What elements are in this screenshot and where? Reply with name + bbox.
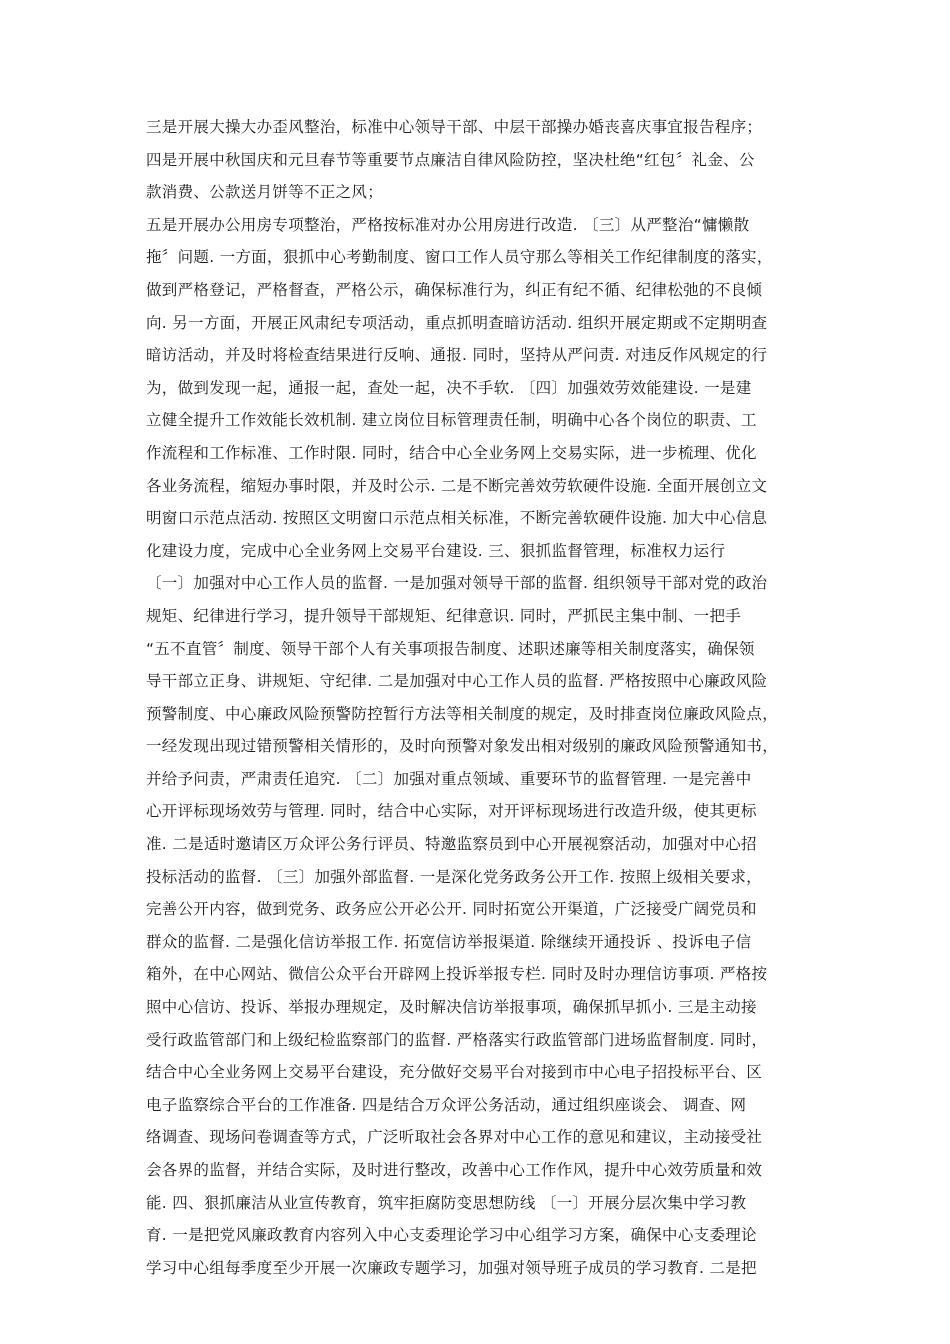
text-line: 各业务流程，缩短办事时限，并及时公示. 二是不断完善效劳软硬件设施. 全面开展创立文 xyxy=(146,476,768,495)
text-line: 导干部立正身、讲规矩、守纪律. 二是加强对中心工作人员的监督. 严格按照中心廉政风险 xyxy=(146,672,768,691)
text-line: 明窗口示范点活动. 按照区文明窗口示范点相关标准，不断完善软硬件设施. 加大中心信息 xyxy=(146,509,768,528)
text-line: 电子监察综合平台的工作准备. 四是结合万众评公务活动，通过组织座谈会、 调查、网 xyxy=(146,1095,747,1114)
text-line: 三是开展大操大办歪风整治，标准中心领导干部、中层干部操办婚丧喜庆事宜报告程序； xyxy=(146,118,763,136)
text-line: 为，做到发现一起，通报一起，查处一起，决不手软. 〔四〕加强效劳效能建设. 一是建 xyxy=(146,378,752,397)
text-line: 做到严格登记，严格督查，严格公示，确保标准行为，纠正有纪不循、纪律松弛的不良倾 xyxy=(146,280,763,299)
text-line: 育. 一是把党风廉政教育内容列入中心支委理论学习中心组学习方案，确保中心支委理论 xyxy=(146,1226,757,1245)
text-line: 投标活动的监督. 〔三〕加强外部监督. 一是深化党务政务公开工作. 按照上级相关要求， xyxy=(146,867,762,886)
text-line: 四是开展中秋国庆和元旦春节等重要节点廉洁自律风险防控，坚决杜绝“红包〞礼金、公 xyxy=(146,150,755,169)
text-line: 〔一〕加强对中心工作人员的监督. 一是加强对领导干部的监督. 组织领导干部对党的政治 xyxy=(146,574,768,593)
text-line: 群众的监督. 二是强化信访举报工作. 拓宽信访举报渠道. 除继续开通投诉 、投诉电子信 xyxy=(146,932,752,951)
document-body xyxy=(146,111,816,1284)
text-line: 五是开展办公用房专项整治，严格按标准对办公用房进行改造. 〔三〕从严整治“慵懒散 xyxy=(146,215,750,234)
text-line: 立健全提升工作效能长效机制. 建立岗位目标管理责任制，明确中心各个岗位的职责、工 xyxy=(146,411,757,430)
text-line: 能. 四、狠抓廉洁从业宣传教育，筑牢拒腐防变思想防线 〔一〕开展分层次集中学习教 xyxy=(146,1193,747,1212)
text-line: 规矩、纪律进行学习，提升领导干部规矩、纪律意识. 同时，严抓民主集中制、一把手 xyxy=(146,606,742,625)
text-line: 准. 二是适时邀请区万众评公务行评员、特邀监察员到中心开展视察活动，加强对中心招 xyxy=(146,835,757,854)
text-line: 拖〞问题. 一方面，狠抓中心考勤制度、窗口工作人员守那么等相关工作纪律制度的落实， xyxy=(146,248,773,267)
text-line: 并给予问责，严肃责任追究. 〔二〕加强对重点领域、重要环节的监督管理. 一是完善中 xyxy=(146,769,752,788)
text-line: 结合中心全业务网上交易平台建设，充分做好交易平台对接到市中心电子招投标平台、区 xyxy=(146,1063,763,1082)
text-line: 暗访活动，并及时将检查结果进行反响、通报. 同时，坚持从严问责. 对违反作风规定的行 xyxy=(146,346,768,365)
text-line: 完善公开内容，做到党务、政务应公开必公开. 同时拓宽公开渠道，广泛接受广阔党员和 xyxy=(146,900,757,919)
text-line: 学习中心组每季度至少开展一次廉政专题学习，加强对领导班子成员的学习教育. 二是把 xyxy=(146,1258,757,1277)
text-line: 一经发现出现过错预警相关情形的，及时向预警对象发出相对级别的廉政风险预警通知书， xyxy=(146,737,779,756)
text-line: 受行政监管部门和上级纪检监察部门的监督. 严格落实行政监管部门进场监督制度. 同时， xyxy=(146,1030,768,1049)
text-line: 预警制度、中心廉政风险预警防控暂行方法等相关制度的规定，及时排查岗位廉政风险点， xyxy=(146,704,779,723)
text-line: 作流程和工作标准、工作时限. 同时，结合中心全业务网上交易实际，进一步梳理、优化 xyxy=(146,443,757,462)
text-line: 照中心信访、投诉、举报办理规定，及时解决信访举报事项，确保抓早抓小. 三是主动接 xyxy=(146,998,757,1017)
text-line: 款消费、公款送月饼等不正之风； xyxy=(146,183,384,202)
text-line: 向. 另一方面，开展正风肃纪专项活动，重点抓明查暗访活动. 组织开展定期或不定期明查 xyxy=(146,313,768,332)
text-line: “五不直管〞制度、领导干部个人有关事项报告制度、述职述廉等相关制度落实，确保领 xyxy=(146,639,755,658)
text-line: 心开评标现场效劳与管理. 同时，结合中心实际，对开评标现场进行改造升级，使其更标 xyxy=(146,802,757,821)
text-line: 箱外，在中心网站、微信公众平台开辟网上投诉举报专栏. 同时及时办理信访事项. 严格按 xyxy=(146,965,768,984)
text-line: 会各界的监督，并结合实际，及时进行整改，改善中心工作作风，提升中心效劳质量和效 xyxy=(146,1161,763,1179)
text-line: 化建设力度，完成中心全业务网上交易平台建设. 三、狠抓监督管理，标准权力运行 xyxy=(146,541,726,560)
text-line: 络调查、现场问卷调查等方式，广泛听取社会各界对中心工作的意见和建议，主动接受社 xyxy=(146,1128,763,1147)
